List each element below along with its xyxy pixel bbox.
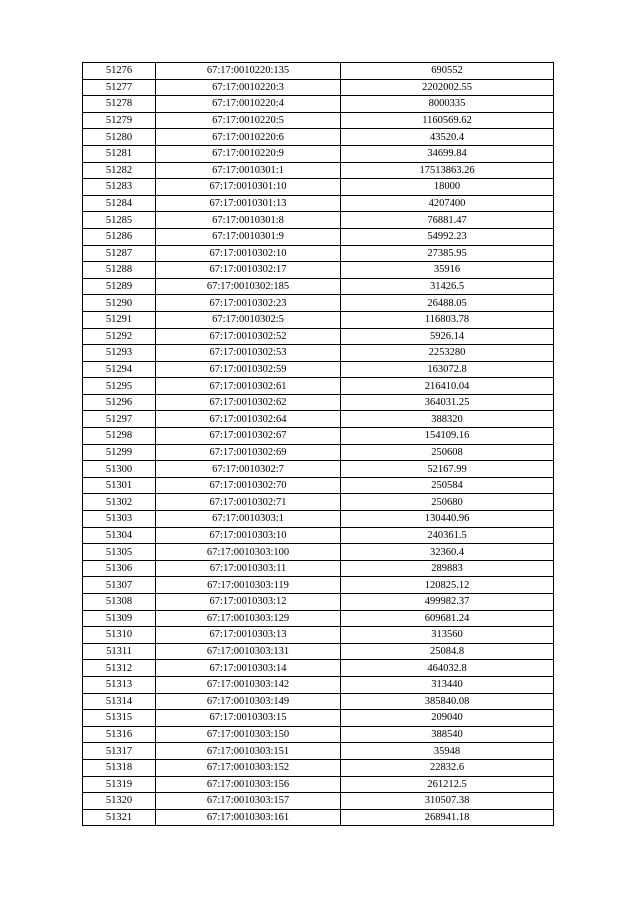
value-cell: 690552 [341,63,554,80]
cadastral-number-cell: 67:17:0010302:53 [156,345,341,362]
value-cell: 163072.8 [341,361,554,378]
row-number-cell: 51276 [83,63,156,80]
table-row [83,444,554,461]
row-number-cell: 51318 [83,759,156,776]
row-number-cell: 51296 [83,394,156,411]
value-cell: 268941.18 [341,809,554,826]
cadastral-number-cell: 67:17:0010303:12 [156,594,341,611]
cadastral-number-cell: 67:17:0010302:70 [156,477,341,494]
row-number-cell: 51287 [83,245,156,262]
table-row [83,179,554,196]
value-cell: 130440.96 [341,511,554,528]
table-row [83,643,554,660]
data-table [82,62,554,826]
row-number-cell: 51302 [83,494,156,511]
table-row [83,162,554,179]
cadastral-number-cell: 67:17:0010301:13 [156,195,341,212]
row-number-cell: 51303 [83,511,156,528]
table-row [83,793,554,810]
row-number-cell: 51307 [83,577,156,594]
table-row [83,378,554,395]
table-row [83,710,554,727]
row-number-cell: 51292 [83,328,156,345]
row-number-cell: 51294 [83,361,156,378]
cadastral-number-cell: 67:17:0010302:185 [156,278,341,295]
value-cell: 22832.6 [341,759,554,776]
table-row [83,112,554,129]
value-cell: 35916 [341,262,554,279]
value-cell: 250608 [341,444,554,461]
table-row [83,776,554,793]
row-number-cell: 51316 [83,726,156,743]
table-row [83,759,554,776]
value-cell: 1160569.62 [341,112,554,129]
row-number-cell: 51304 [83,527,156,544]
value-cell: 27385.95 [341,245,554,262]
cadastral-number-cell: 67:17:0010220:6 [156,129,341,146]
table-row [83,145,554,162]
table-row [83,411,554,428]
row-number-cell: 51311 [83,643,156,660]
table-row [83,262,554,279]
table-row [83,544,554,561]
row-number-cell: 51317 [83,743,156,760]
value-cell: 364031.25 [341,394,554,411]
value-cell: 609681.24 [341,610,554,627]
row-number-cell: 51286 [83,228,156,245]
value-cell: 4207400 [341,195,554,212]
row-number-cell: 51308 [83,594,156,611]
row-number-cell: 51281 [83,145,156,162]
cadastral-number-cell: 67:17:0010302:59 [156,361,341,378]
row-number-cell: 51309 [83,610,156,627]
cadastral-number-cell: 67:17:0010303:10 [156,527,341,544]
row-number-cell: 51314 [83,693,156,710]
row-number-cell: 51306 [83,560,156,577]
value-cell: 52167.99 [341,461,554,478]
row-number-cell: 51284 [83,195,156,212]
row-number-cell: 51298 [83,428,156,445]
value-cell: 5926.14 [341,328,554,345]
row-number-cell: 51299 [83,444,156,461]
value-cell: 35948 [341,743,554,760]
cadastral-number-cell: 67:17:0010303:13 [156,627,341,644]
cadastral-number-cell: 67:17:0010302:10 [156,245,341,262]
value-cell: 26488.05 [341,295,554,312]
value-cell: 209040 [341,710,554,727]
value-cell: 499982.37 [341,594,554,611]
row-number-cell: 51319 [83,776,156,793]
table-row [83,560,554,577]
table-row [83,743,554,760]
row-number-cell: 51291 [83,311,156,328]
cadastral-number-cell: 67:17:0010301:8 [156,212,341,229]
row-number-cell: 51295 [83,378,156,395]
cadastral-number-cell: 67:17:0010303:119 [156,577,341,594]
table-row [83,660,554,677]
value-cell: 43520.4 [341,129,554,146]
table-row [83,726,554,743]
table-row [83,428,554,445]
value-cell: 250680 [341,494,554,511]
table-row [83,295,554,312]
cadastral-number-cell: 67:17:0010303:14 [156,660,341,677]
value-cell: 34699.84 [341,145,554,162]
row-number-cell: 51301 [83,477,156,494]
cadastral-number-cell: 67:17:0010220:9 [156,145,341,162]
table-row [83,527,554,544]
cadastral-number-cell: 67:17:0010220:5 [156,112,341,129]
cadastral-number-cell: 67:17:0010303:11 [156,560,341,577]
table-row [83,311,554,328]
row-number-cell: 51289 [83,278,156,295]
cadastral-number-cell: 67:17:0010303:161 [156,809,341,826]
value-cell: 240361.5 [341,527,554,544]
cadastral-number-cell: 67:17:0010303:156 [156,776,341,793]
value-cell: 2202002.55 [341,79,554,96]
value-cell: 17513863.26 [341,162,554,179]
table-row [83,693,554,710]
value-cell: 310507.38 [341,793,554,810]
cadastral-number-cell: 67:17:0010301:9 [156,228,341,245]
cadastral-number-cell: 67:17:0010220:4 [156,96,341,113]
cadastral-number-cell: 67:17:0010302:7 [156,461,341,478]
row-number-cell: 51290 [83,295,156,312]
table-row [83,809,554,826]
value-cell: 261212.5 [341,776,554,793]
value-cell: 76881.47 [341,212,554,229]
cadastral-number-cell: 67:17:0010303:131 [156,643,341,660]
table-row [83,594,554,611]
cadastral-number-cell: 67:17:0010302:69 [156,444,341,461]
table-body [83,63,554,826]
row-number-cell: 51277 [83,79,156,96]
row-number-cell: 51300 [83,461,156,478]
table-row [83,394,554,411]
cadastral-number-cell: 67:17:0010302:62 [156,394,341,411]
value-cell: 313440 [341,676,554,693]
cadastral-number-cell: 67:17:0010220:3 [156,79,341,96]
value-cell: 250584 [341,477,554,494]
row-number-cell: 51285 [83,212,156,229]
cadastral-number-cell: 67:17:0010302:61 [156,378,341,395]
value-cell: 116803.78 [341,311,554,328]
cadastral-number-cell: 67:17:0010302:5 [156,311,341,328]
value-cell: 216410.04 [341,378,554,395]
cadastral-number-cell: 67:17:0010303:151 [156,743,341,760]
cadastral-number-cell: 67:17:0010302:23 [156,295,341,312]
table-row [83,328,554,345]
cadastral-number-cell: 67:17:0010303:15 [156,710,341,727]
value-cell: 385840.08 [341,693,554,710]
value-cell: 8000335 [341,96,554,113]
row-number-cell: 51279 [83,112,156,129]
table-row [83,195,554,212]
value-cell: 25084.8 [341,643,554,660]
row-number-cell: 51315 [83,710,156,727]
cadastral-number-cell: 67:17:0010303:142 [156,676,341,693]
value-cell: 464032.8 [341,660,554,677]
row-number-cell: 51280 [83,129,156,146]
table-row [83,610,554,627]
value-cell: 388540 [341,726,554,743]
row-number-cell: 51297 [83,411,156,428]
value-cell: 54992.23 [341,228,554,245]
table-row [83,477,554,494]
row-number-cell: 51313 [83,676,156,693]
value-cell: 120825.12 [341,577,554,594]
cadastral-number-cell: 67:17:0010303:149 [156,693,341,710]
cadastral-number-cell: 67:17:0010302:67 [156,428,341,445]
table-row [83,212,554,229]
cadastral-number-cell: 67:17:0010303:150 [156,726,341,743]
cadastral-number-cell: 67:17:0010303:129 [156,610,341,627]
row-number-cell: 51288 [83,262,156,279]
cadastral-number-cell: 67:17:0010302:71 [156,494,341,511]
cadastral-number-cell: 67:17:0010220:135 [156,63,341,80]
value-cell: 289883 [341,560,554,577]
cadastral-number-cell: 67:17:0010303:157 [156,793,341,810]
cadastral-number-cell: 67:17:0010303:152 [156,759,341,776]
table-row [83,577,554,594]
table-row [83,79,554,96]
table-row [83,129,554,146]
value-cell: 2253280 [341,345,554,362]
row-number-cell: 51282 [83,162,156,179]
value-cell: 313560 [341,627,554,644]
value-cell: 18000 [341,179,554,196]
table-row [83,228,554,245]
table-row [83,361,554,378]
table-row [83,345,554,362]
cadastral-number-cell: 67:17:0010301:1 [156,162,341,179]
cadastral-number-cell: 67:17:0010301:10 [156,179,341,196]
value-cell: 31426.5 [341,278,554,295]
table-row [83,96,554,113]
table-row [83,278,554,295]
row-number-cell: 51312 [83,660,156,677]
cadastral-number-cell: 67:17:0010302:17 [156,262,341,279]
table-row [83,494,554,511]
row-number-cell: 51320 [83,793,156,810]
table-row [83,627,554,644]
row-number-cell: 51305 [83,544,156,561]
row-number-cell: 51321 [83,809,156,826]
table-row [83,676,554,693]
value-cell: 154109.16 [341,428,554,445]
table-row [83,63,554,80]
row-number-cell: 51310 [83,627,156,644]
row-number-cell: 51283 [83,179,156,196]
value-cell: 32360.4 [341,544,554,561]
table-row [83,461,554,478]
row-number-cell: 51293 [83,345,156,362]
table-row [83,511,554,528]
row-number-cell: 51278 [83,96,156,113]
table-row [83,245,554,262]
cadastral-number-cell: 67:17:0010303:1 [156,511,341,528]
cadastral-number-cell: 67:17:0010302:52 [156,328,341,345]
cadastral-number-cell: 67:17:0010302:64 [156,411,341,428]
value-cell: 388320 [341,411,554,428]
cadastral-number-cell: 67:17:0010303:100 [156,544,341,561]
